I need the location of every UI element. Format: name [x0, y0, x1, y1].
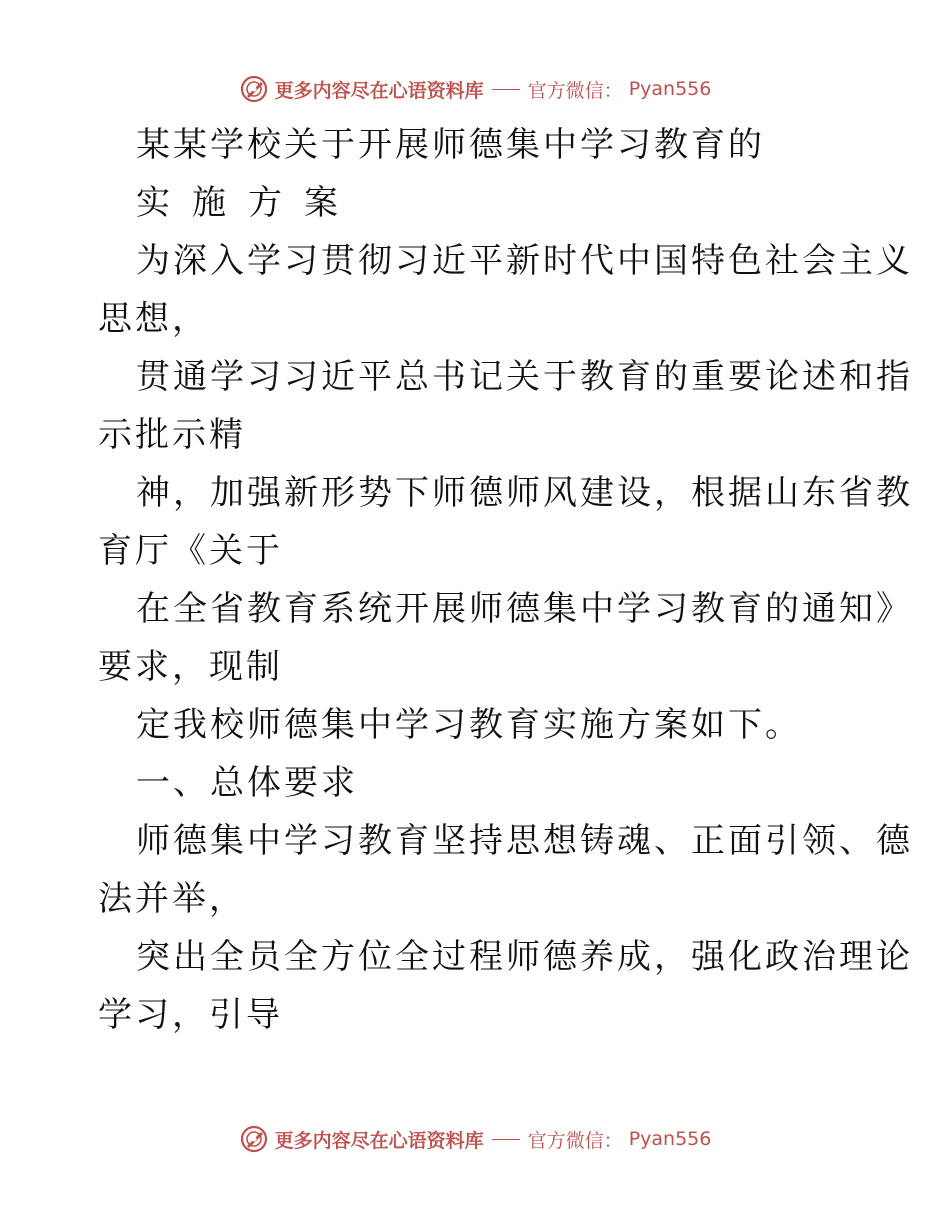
watermark-wechat-label: 官方微信：: [527, 1129, 623, 1152]
watermark-dash: [492, 89, 520, 90]
watermark-wechat-id: Pyan556: [628, 1128, 712, 1150]
doc-paragraph-line: 突出全员全方位全过程师德养成，强化政治理论: [136, 937, 913, 977]
doc-paragraph-line: 定我校师德集中学习教育实施方案如下。: [136, 705, 802, 745]
doc-paragraph-line: 法并举，: [98, 879, 246, 919]
doc-paragraph-line: 神，加强新形势下师德师风建设，根据山东省教: [136, 473, 913, 513]
doc-paragraph-line: 示批示精: [98, 415, 246, 455]
watermark-logo-icon: [239, 74, 269, 104]
document-body: [98, 116, 913, 1044]
doc-paragraph-line: 要求，现制: [98, 647, 283, 687]
watermark-brand-text: 更多内容尽在心语资料库: [274, 79, 484, 102]
footer-watermark: [0, 1122, 950, 1156]
watermark-logo-icon: [239, 1124, 269, 1154]
watermark-wechat-label: 官方微信：: [527, 79, 623, 102]
watermark-brand-text: 更多内容尽在心语资料库: [274, 1129, 484, 1152]
header-watermark: [0, 72, 950, 106]
doc-paragraph-line: 师德集中学习教育坚持思想铸魂、正面引领、德: [136, 821, 913, 861]
doc-paragraph-line: 学习，引导: [98, 995, 283, 1035]
doc-paragraph-line: 思想，: [98, 299, 209, 339]
doc-paragraph-line: 为深入学习贯彻习近平新时代中国特色社会主义: [136, 241, 913, 281]
doc-section-heading: 一、总体要求: [136, 763, 358, 803]
doc-paragraph-line: 在全省教育系统开展师德集中学习教育的通知》: [136, 589, 913, 629]
doc-paragraph-line: 贯通学习习近平总书记关于教育的重要论述和指: [136, 357, 913, 397]
watermark-dash: [492, 1139, 520, 1140]
doc-paragraph-line: 育厅《关于: [98, 531, 283, 571]
doc-title-line-2: 实施方案: [136, 183, 360, 223]
watermark-wechat-id: Pyan556: [628, 78, 712, 100]
doc-title-line-1: 某某学校关于开展师德集中学习教育的: [136, 125, 765, 165]
